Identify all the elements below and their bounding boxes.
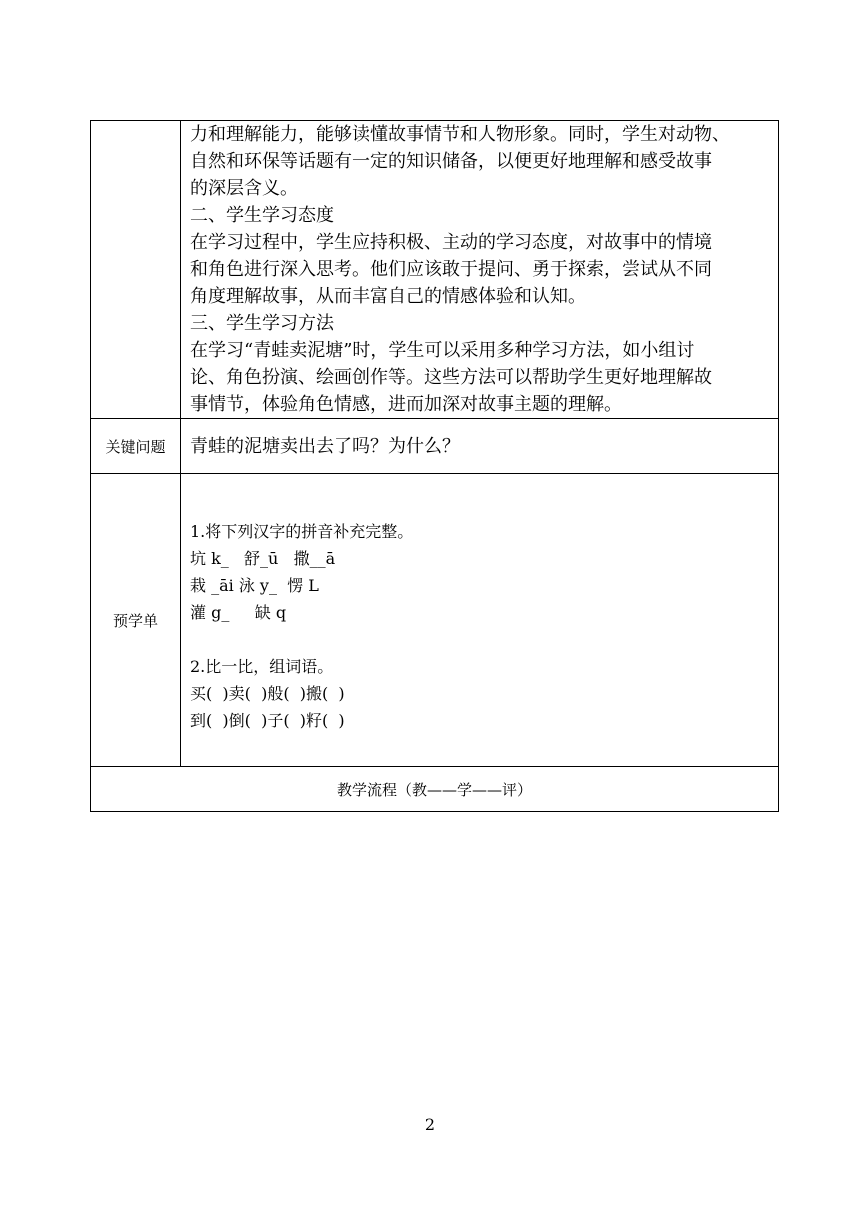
- text-line: 论、角色扮演、绘画创作等。这些方法可以帮助学生更好地理解故: [190, 367, 712, 388]
- text-line: 在学习“青蛙卖泥塘”时，学生可以采用多种学习方法，如小组讨: [190, 340, 695, 361]
- section-heading: 三、学生学习方法: [190, 313, 334, 334]
- preview-sheet-label: 预学单: [91, 474, 181, 767]
- exercise-2-line: 到( )倒( )子( )籽( ): [190, 711, 345, 730]
- text-line: 自然和环保等话题有一定的知识储备，以便更好地理解和感受故事: [190, 151, 712, 172]
- exercise-2-line: 买( )卖( )般( )搬( ): [190, 684, 345, 703]
- exercise-1-line: 灌 g_ 缺 q: [190, 603, 287, 622]
- exercise-1-line: 栽 _āi 泳 y_ 愣 L: [190, 576, 319, 595]
- student-analysis-text: [181, 121, 779, 419]
- text-line: 角度理解故事，从而丰富自己的情感体验和认知。: [190, 286, 586, 307]
- student-analysis-row: [91, 121, 779, 419]
- text-line: 和角色进行深入思考。他们应该敢于提问、勇于探索，尝试从不同: [190, 259, 712, 280]
- teaching-flow-title: 教学流程（教——学——评）: [91, 767, 779, 812]
- text-line: 的深层含义。: [190, 178, 298, 199]
- exercise-2-title: 2.比一比，组词语。: [190, 657, 334, 676]
- key-question-row: [91, 419, 779, 474]
- text-line: 事情节，体验角色情感，进而加深对故事主题的理解。: [190, 394, 622, 415]
- key-question-text: 青蛙的泥塘卖出去了吗？为什么？: [181, 419, 779, 474]
- teaching-flow-row: [91, 767, 779, 812]
- exercise-1-title: 1.将下列汉字的拼音补充完整。: [190, 522, 414, 541]
- exercise-1-line: 坑 k_ 舒_ū 撒__ā: [190, 549, 336, 568]
- key-question-label: 关键问题: [91, 419, 181, 474]
- text-line: 在学习过程中，学生应持积极、主动的学习态度，对故事中的情境: [190, 232, 712, 253]
- empty-label-cell: [91, 121, 181, 419]
- section-heading: 二、学生学习态度: [190, 205, 334, 226]
- preview-sheet-row: [91, 474, 779, 767]
- page-number: 2: [424, 1115, 436, 1134]
- lesson-plan-table: [90, 120, 779, 812]
- text-line: 力和理解能力，能够读懂故事情节和人物形象。同时，学生对动物、: [190, 124, 730, 145]
- preview-sheet-content: [181, 474, 779, 767]
